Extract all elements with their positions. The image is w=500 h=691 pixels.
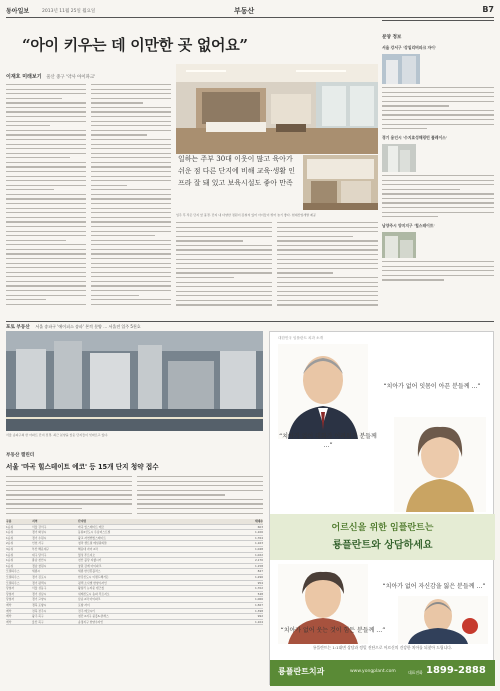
cell-complex: 청라 센트럴 에일린의뜰: [78, 541, 107, 546]
ad-quote-1: “치아가 없어 잇몸이 아픈 분들께 …”: [383, 383, 481, 390]
cell-region: 경기 고양시: [32, 597, 47, 602]
cell-units: 2,170: [254, 558, 263, 563]
page-header: [6, 4, 494, 18]
calendar-table: [6, 519, 263, 683]
cell-complex: 월성 푸르지오: [78, 552, 96, 557]
cell-complex: 마곡 힐스테이트 에코: [78, 524, 105, 529]
photo-feature-title: 서울 송파구 '에이피스 송파' 본격 분양 … 서울전 입주 5천호: [35, 324, 141, 329]
cell-type: 1순위: [6, 524, 14, 529]
cell-type: 계약: [6, 608, 12, 613]
sidebar-text-1: [382, 87, 494, 133]
cell-complex: 전주 에코시티: [78, 608, 96, 613]
table-body: [6, 525, 263, 626]
man-with-apple-portrait-icon: [398, 596, 488, 644]
cell-region: 인천 서구: [32, 541, 44, 546]
cell-units: 992: [257, 614, 263, 619]
ad-url: www.yongplant.com: [350, 669, 396, 674]
cell-units: 548: [257, 591, 263, 596]
room-photo: [303, 155, 378, 210]
news-body-2: [137, 476, 263, 518]
publication-name: 동아일보: [6, 8, 30, 15]
cell-complex: 동탄2신도시 우남퍼스트빌: [78, 530, 111, 535]
ad-slogan-banner: [270, 514, 495, 560]
city-aerial-photo: [6, 331, 263, 431]
pull-quote: [178, 153, 298, 189]
sidebar-listings: [382, 20, 494, 310]
cell-units: 1,048: [254, 546, 263, 551]
photo-feature-bar: [6, 321, 494, 330]
body-column-3: [176, 222, 272, 310]
sidebar-text-3: [382, 261, 494, 291]
sidebar-text-2: [382, 175, 494, 221]
photo-feature-label: 포토 부동산: [6, 325, 30, 330]
sidebar-item-3-head: 남양주시 양지지구 '힐스테이트': [382, 223, 435, 228]
section-name: 부동산: [234, 7, 255, 15]
cell-units: 1,567: [254, 602, 263, 607]
cell-region: 부산 해운대구: [32, 546, 50, 551]
table-row: [6, 620, 263, 626]
cell-type: 모델하우스: [6, 569, 20, 574]
ad-phone-label: 대표전화: [408, 670, 423, 675]
apartment-interior-photo: [176, 64, 378, 154]
byline-place: 울산 중구 '약사 아이파크': [46, 75, 96, 80]
byline-name: 이재호 미래보기: [6, 74, 42, 80]
secondary-photo: [303, 155, 378, 210]
cell-type: 당첨자: [6, 591, 15, 596]
cell-units: 1,106: [254, 530, 263, 535]
cell-type: 1순위: [6, 530, 14, 535]
cell-type: 1순위: [6, 535, 14, 540]
cell-region: 충남 천안시: [32, 558, 47, 563]
th-units: 세대수: [254, 519, 263, 523]
cell-type: 1순위: [6, 563, 14, 568]
cell-units: 1,066: [254, 597, 263, 602]
sidebar-title: 분양 정보: [382, 35, 402, 40]
th-complex: 단지명: [78, 519, 87, 523]
cell-complex: 삼송 2차 아이파크: [78, 597, 101, 602]
sidebar-photo-3: [382, 232, 416, 258]
cell-region: 경기 평택시: [32, 580, 47, 585]
cell-complex: 첨단 2지구 중흥S-클래스: [78, 614, 109, 619]
main-headline: “아이 키우는 데 이만한 곳 없어요”: [22, 36, 248, 54]
cell-region: 세종시: [32, 569, 41, 574]
cell-type: 계약: [6, 602, 12, 607]
photo-caption: 입주 후 작은 단지 앞 풍경. 단지 내 다양한 정원이 갖춰져 있어 아이들이 뛰어 놀기 좋다. 현대산업개발 제공: [176, 213, 316, 217]
cell-region: 대구 달서구: [32, 552, 47, 557]
building-photo: [382, 54, 420, 84]
cell-complex: 평택 소사벌 한양수자인: [78, 580, 107, 585]
ad-brand: 룡플란트치과: [278, 667, 325, 676]
cell-region: 울산 북구: [32, 619, 44, 624]
th-region: 지역: [32, 519, 38, 523]
byline: [6, 73, 95, 80]
ad-quote-3: “치아가 없어 자신감을 잃은 분들께 …”: [382, 583, 486, 590]
cell-type: 당첨자: [6, 586, 15, 591]
sidebar-item-2-head: 경기 용인시 '수지효성해링턴 플레이스': [382, 135, 447, 140]
ad-portrait-4: [398, 596, 488, 644]
ad-slogan-line2: 룡플란트와 상담하세요: [332, 540, 433, 551]
dental-ad: [269, 331, 494, 685]
ad-footer: [270, 660, 495, 686]
complex-photo: [382, 232, 416, 258]
ad-bottom-text: 룡플란트는 1:1대면 상담과 정밀 진단으로 어르신의 건강한 치아를 되찾아 드립니다.: [312, 645, 453, 650]
ad-portrait-1: [278, 344, 368, 439]
cell-region: 서울 성동구: [32, 586, 47, 591]
cell-complex: 왕십리 뉴타운 텐즈힐: [78, 586, 105, 591]
cell-units: 1,163: [254, 541, 263, 546]
cell-region: 광주 북구: [32, 614, 44, 619]
cell-complex: 위례신도시 송파 푸르지오: [78, 591, 110, 596]
news-title: 서울 '마곡 힐스테이트 에코' 등 15개 단지 청약 접수: [6, 463, 159, 471]
body-column-4: [277, 222, 378, 310]
cell-region: 서울 강서구: [32, 524, 47, 529]
ad-portrait-2: [394, 417, 486, 512]
sidebar-photo-2: [382, 144, 416, 172]
cell-type: 3순위: [6, 546, 14, 551]
cell-region: 경기 수원시: [32, 535, 47, 540]
cell-units: 1,296: [254, 574, 263, 579]
cell-region: 경기 김포시: [32, 574, 47, 579]
body-column-1: [6, 84, 86, 309]
cell-units: 1,158: [254, 563, 263, 568]
calendar-label: 부동산 캘린더: [6, 453, 35, 458]
sidebar-title-wrap: [382, 20, 494, 42]
cell-complex: 창원 감계 아이파크: [78, 563, 102, 568]
main-photo: [176, 64, 378, 154]
cell-complex: 한강신도시 이랜드해가든: [78, 574, 109, 579]
cell-complex: 광교 자연앤힐스테이트: [78, 535, 106, 540]
aerial-photo: [6, 331, 263, 431]
ad-quote-4: “치아가 없어 웃는 것이 힘든 분들께 …”: [280, 627, 386, 634]
cell-units: 1,104: [254, 619, 263, 624]
aerial-caption: 서울 송파구의 한 아파트 단지 전경. 최근 분양을 앞둔 단지들이 잇따르고 있다.: [6, 433, 109, 437]
ad-slogan-line1: 어르신을 위한 임플란트는: [331, 523, 434, 533]
cell-region: 경북 포항시: [32, 602, 47, 607]
cell-type: 모델하우스: [6, 574, 20, 579]
cell-type: 계약: [6, 614, 12, 619]
cell-units: 1,702: [254, 586, 263, 591]
cell-type: 모델하우스: [6, 580, 20, 585]
cell-type: 당첨자: [6, 597, 15, 602]
cell-type: 2순위: [6, 541, 14, 546]
cell-region: 경남 창원시: [32, 563, 47, 568]
cell-complex: 천안 불당 지웰시티: [78, 558, 102, 563]
pull-quote-text: 일하는 주부 30대 이웃이 많고 육아가 쉬운 점 다른 단지에 비해 교육·생활 인프라 잘 돼 있고 보육시설도 좋아 만족: [178, 155, 296, 187]
cell-type: 1순위: [6, 558, 14, 563]
cell-units: 954: [257, 580, 263, 585]
cell-complex: 해운대 자이 2차: [78, 546, 98, 551]
cell-complex: 포항 자이: [78, 602, 90, 607]
cell-region: 경기 성남시: [32, 591, 47, 596]
cell-units: 847: [257, 569, 263, 574]
cell-units: 1,398: [254, 608, 263, 613]
news-body-1: [6, 476, 132, 518]
cell-type: 계약: [6, 619, 12, 624]
cell-type: 1순위: [6, 552, 14, 557]
ad-phone: 1899-2888: [426, 665, 486, 676]
issue-date: 2013년 11월 25일 월요일: [42, 9, 96, 14]
cell-units: 1,022: [254, 552, 263, 557]
woman-portrait-icon: [394, 417, 486, 512]
body-column-2: [91, 84, 171, 309]
th-type: 구분: [6, 519, 12, 523]
tower-photo: [382, 144, 416, 172]
cell-region: 전북 전주시: [32, 608, 47, 613]
cell-complex: 송정지구 한양수자인: [78, 619, 104, 624]
sidebar-item-1-head: 서울 강서구 '강일리버파크 자이': [382, 45, 436, 50]
cell-region: 경기 화성시: [32, 530, 47, 535]
cell-complex: 세종 한신휴플러스: [78, 569, 101, 574]
man-portrait-icon: [278, 344, 368, 439]
cell-units: 603: [257, 524, 263, 529]
ad-top-note: 대한민국 임플란트 치과 소개: [278, 336, 324, 340]
ad-quote-2: “치아가 없어 대화가 어려워진 분들께 …”: [279, 433, 377, 449]
sidebar-photo-1: [382, 54, 420, 84]
page-number: B7: [482, 5, 494, 14]
cell-units: 1,764: [254, 535, 263, 540]
